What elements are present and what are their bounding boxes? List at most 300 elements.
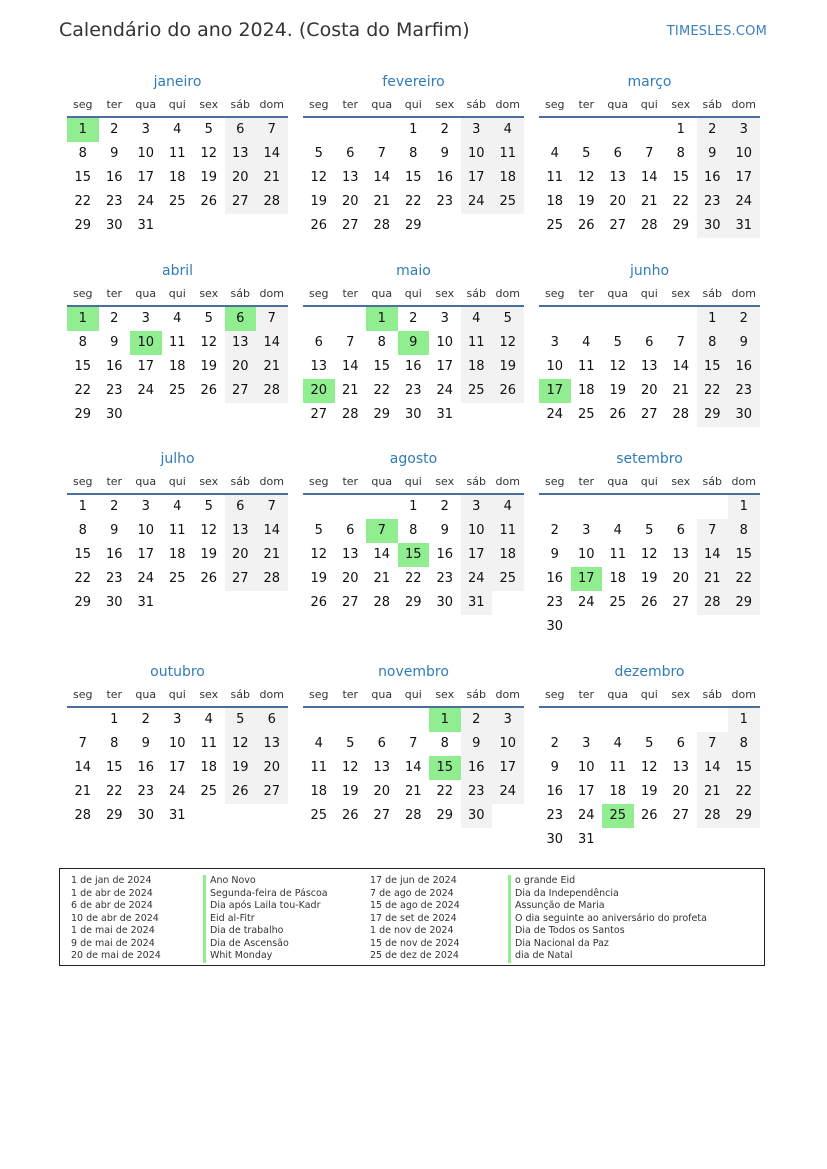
day-cell: 25 (168, 571, 186, 586)
holiday-day-cell: 25 (602, 804, 634, 828)
day-cell: 7 (676, 335, 685, 350)
weekday-header (303, 283, 524, 307)
day-cell: 14 (640, 170, 658, 185)
day-cell: 4 (582, 335, 591, 350)
holiday-day-cell: 7 (366, 519, 398, 543)
empty-day-cell (634, 615, 666, 639)
day-cell: 30 (436, 595, 454, 610)
empty-day-cell (492, 591, 524, 615)
empty-day-cell (193, 403, 225, 427)
day-cell: 27 (225, 379, 257, 403)
weekday-label: dom (495, 98, 520, 111)
day-cell: 2 (141, 712, 150, 727)
empty-day-cell (335, 118, 367, 142)
week-row (539, 756, 760, 780)
month-maio (303, 259, 524, 427)
day-cell: 29 (672, 218, 690, 233)
weekday-label: sex (199, 287, 219, 300)
empty-day-cell (303, 708, 335, 732)
day-cell: 6 (377, 736, 386, 751)
day-cell: 28 (373, 218, 391, 233)
legend-date: 25 de dez de 2024 (370, 950, 459, 961)
day-cell: 23 (404, 383, 422, 398)
weekday-label: qua (371, 287, 393, 300)
day-cell: 17 (137, 547, 155, 562)
day-cell: 9 (110, 146, 119, 161)
day-cell: 12 (200, 146, 218, 161)
day-cell: 3 (141, 311, 150, 326)
month-dezembro (539, 660, 760, 852)
day-cell: 13 (225, 142, 257, 166)
day-cell: 9 (461, 732, 493, 756)
legend-holiday-name: Ano Novo (203, 875, 328, 888)
legend-holiday-name: Dia após Laila tou-Kadr (203, 900, 328, 913)
day-cell: 25 (461, 379, 493, 403)
day-cell: 8 (377, 335, 386, 350)
day-cell: 4 (314, 736, 323, 751)
week-row (303, 307, 524, 331)
day-cell: 18 (168, 170, 186, 185)
day-cell: 29 (105, 808, 123, 823)
day-cell: 8 (440, 736, 449, 751)
week-row (539, 615, 760, 639)
day-cell: 3 (582, 523, 591, 538)
holiday-day-cell: 15 (398, 543, 430, 567)
holiday-day-cell: 1 (67, 307, 99, 331)
empty-day-cell (728, 828, 760, 852)
week-row (67, 780, 288, 804)
weekday-label: qua (607, 688, 629, 701)
day-cell: 2 (409, 311, 418, 326)
empty-day-cell (193, 591, 225, 615)
day-cell: 25 (200, 784, 218, 799)
week-row (67, 567, 288, 591)
day-cell: 2 (550, 523, 559, 538)
week-row (539, 379, 760, 403)
day-cell: 6 (256, 708, 288, 732)
weekday-header (539, 283, 760, 307)
empty-day-cell (571, 307, 603, 331)
day-cell: 26 (640, 808, 658, 823)
week-row (539, 543, 760, 567)
day-cell: 5 (645, 736, 654, 751)
day-cell: 20 (672, 784, 690, 799)
day-cell: 23 (436, 571, 454, 586)
week-row (303, 118, 524, 142)
empty-day-cell (697, 495, 729, 519)
day-cell: 18 (492, 166, 524, 190)
month-name: novembro (378, 664, 449, 680)
legend-date: 17 de set de 2024 (370, 912, 457, 924)
empty-day-cell (461, 214, 493, 238)
day-cell: 10 (436, 335, 454, 350)
page-title: Calendário do ano 2024. (Costa do Marfim) (59, 19, 470, 41)
day-cell: 7 (346, 335, 355, 350)
empty-day-cell (303, 495, 335, 519)
day-cell: 31 (577, 832, 595, 847)
day-cell: 24 (137, 383, 155, 398)
day-cell: 16 (137, 760, 155, 775)
weekday-header (303, 471, 524, 495)
month-name: fevereiro (382, 74, 445, 90)
day-cell: 14 (373, 547, 391, 562)
day-cell: 31 (168, 808, 186, 823)
week-row (67, 214, 288, 238)
day-cell: 5 (613, 335, 622, 350)
day-cell: 21 (341, 383, 359, 398)
day-cell: 5 (314, 146, 323, 161)
weekday-label: sáb (466, 475, 486, 488)
day-cell: 24 (461, 190, 493, 214)
empty-day-cell (225, 804, 257, 828)
day-cell: 11 (461, 331, 493, 355)
day-cell: 7 (697, 519, 729, 543)
weekday-label: qua (135, 287, 157, 300)
week-row (303, 331, 524, 355)
day-cell: 9 (110, 335, 119, 350)
weekday-label: dom (495, 475, 520, 488)
day-cell: 5 (645, 523, 654, 538)
day-cell: 4 (492, 495, 524, 519)
day-cell: 26 (609, 407, 627, 422)
week-row (303, 780, 524, 804)
day-cell: 7 (409, 736, 418, 751)
empty-day-cell (162, 591, 194, 615)
day-cell: 25 (310, 808, 328, 823)
day-cell: 29 (74, 595, 92, 610)
legend-holiday-name: Dia de Todos os Santos (508, 925, 707, 938)
month-name: dezembro (614, 664, 685, 680)
day-cell: 10 (137, 523, 155, 538)
weekday-label: sex (671, 287, 691, 300)
day-cell: 8 (728, 732, 760, 756)
day-cell: 3 (173, 712, 182, 727)
day-cell: 13 (341, 547, 359, 562)
empty-day-cell (193, 804, 225, 828)
weekday-label: sáb (466, 287, 486, 300)
weekday-label: seg (309, 688, 329, 701)
day-cell: 7 (645, 146, 654, 161)
weekday-label: sáb (702, 287, 722, 300)
weekday-label: ter (342, 475, 359, 488)
day-cell: 3 (550, 335, 559, 350)
empty-day-cell (303, 307, 335, 331)
day-cell: 23 (105, 571, 123, 586)
week-row (67, 190, 288, 214)
empty-day-cell (130, 403, 162, 427)
day-cell: 30 (137, 808, 155, 823)
month-outubro (67, 660, 288, 828)
day-cell: 30 (697, 214, 729, 238)
day-cell: 1 (728, 708, 760, 732)
week-row (539, 118, 760, 142)
weekday-label: sex (671, 688, 691, 701)
empty-day-cell (366, 708, 398, 732)
day-cell: 30 (404, 407, 422, 422)
day-cell: 19 (200, 359, 218, 374)
day-cell: 29 (74, 218, 92, 233)
day-cell: 19 (225, 756, 257, 780)
week-row (539, 591, 760, 615)
empty-day-cell (539, 307, 571, 331)
week-row (539, 142, 760, 166)
day-cell: 27 (672, 595, 690, 610)
day-cell: 1 (409, 122, 418, 137)
day-cell: 19 (577, 194, 595, 209)
day-cell: 13 (373, 760, 391, 775)
day-cell: 4 (550, 146, 559, 161)
weekday-label: dom (259, 688, 284, 701)
day-cell: 8 (676, 146, 685, 161)
weekday-label: sex (199, 688, 219, 701)
weekday-label: seg (73, 98, 93, 111)
holiday-day-cell: 10 (130, 331, 162, 355)
site-link[interactable]: TIMESLES.COM (666, 24, 767, 39)
day-cell: 31 (728, 214, 760, 238)
empty-day-cell (697, 708, 729, 732)
day-cell: 17 (168, 760, 186, 775)
weekday-label: dom (495, 688, 520, 701)
weekday-label: seg (545, 98, 565, 111)
day-cell: 31 (436, 407, 454, 422)
week-row (67, 379, 288, 403)
legend-date: 9 de mai de 2024 (71, 937, 155, 949)
weekday-label: dom (731, 688, 756, 701)
legend-names-left (203, 875, 328, 963)
day-cell: 13 (609, 170, 627, 185)
legend-holiday-name: Dia de trabalho (203, 925, 328, 938)
weekday-label: sáb (466, 98, 486, 111)
legend-holiday-name: dia de Natal (508, 950, 707, 963)
day-cell: 14 (404, 760, 422, 775)
day-cell: 12 (492, 331, 524, 355)
week-row (67, 331, 288, 355)
week-row (67, 756, 288, 780)
empty-day-cell (225, 403, 257, 427)
day-cell: 21 (74, 784, 92, 799)
day-cell: 11 (492, 519, 524, 543)
legend-holiday-name: Whit Monday (203, 950, 328, 963)
day-cell: 10 (577, 547, 595, 562)
day-cell: 4 (173, 311, 182, 326)
week-row (539, 331, 760, 355)
empty-day-cell (366, 118, 398, 142)
empty-day-cell (571, 615, 603, 639)
holiday-day-cell: 17 (571, 567, 603, 591)
day-cell: 3 (141, 122, 150, 137)
day-cell: 3 (461, 118, 493, 142)
day-cell: 24 (168, 784, 186, 799)
day-cell: 29 (728, 591, 760, 615)
week-row (303, 190, 524, 214)
day-cell: 30 (461, 804, 493, 828)
day-cell: 16 (461, 756, 493, 780)
week-row (67, 307, 288, 331)
weekday-label: ter (106, 688, 123, 701)
holiday-day-cell: 20 (303, 379, 335, 403)
day-cell: 15 (74, 170, 92, 185)
empty-day-cell (665, 828, 697, 852)
legend-holiday-name: Dia de Ascensão (203, 938, 328, 951)
day-cell: 18 (461, 355, 493, 379)
day-cell: 18 (609, 571, 627, 586)
day-cell: 30 (546, 832, 564, 847)
empty-day-cell (225, 591, 257, 615)
day-cell: 10 (137, 146, 155, 161)
day-cell: 11 (609, 547, 627, 562)
empty-day-cell (492, 403, 524, 427)
day-cell: 12 (640, 547, 658, 562)
legend-holiday-name: O dia seguinte ao aniversário do profeta (508, 913, 707, 926)
day-cell: 4 (492, 118, 524, 142)
month-name: abril (161, 263, 193, 279)
day-cell: 14 (697, 543, 729, 567)
day-cell: 24 (137, 571, 155, 586)
day-cell: 22 (404, 571, 422, 586)
day-cell: 16 (436, 170, 454, 185)
day-cell: 4 (204, 712, 213, 727)
day-cell: 16 (546, 571, 564, 586)
week-row (67, 732, 288, 756)
day-cell: 15 (728, 756, 760, 780)
day-cell: 29 (74, 407, 92, 422)
month-fevereiro (303, 70, 524, 238)
day-cell: 18 (200, 760, 218, 775)
day-cell: 31 (137, 595, 155, 610)
day-cell: 12 (225, 732, 257, 756)
month-name: julho (160, 451, 195, 467)
day-cell: 28 (697, 591, 729, 615)
legend-date: 7 de ago de 2024 (370, 887, 454, 899)
day-cell: 15 (728, 543, 760, 567)
day-cell: 27 (341, 595, 359, 610)
day-cell: 7 (256, 307, 288, 331)
legend-date: 1 de jan de 2024 (71, 875, 152, 886)
day-cell: 18 (168, 547, 186, 562)
week-row (303, 142, 524, 166)
legend-date: 15 de nov de 2024 (370, 937, 460, 949)
empty-day-cell (256, 591, 288, 615)
day-cell: 22 (672, 194, 690, 209)
day-cell: 7 (697, 732, 729, 756)
day-cell: 30 (728, 403, 760, 427)
weekday-label: sex (435, 287, 455, 300)
weekday-label: sex (435, 688, 455, 701)
day-cell: 4 (613, 523, 622, 538)
legend-date: 10 de abr de 2024 (71, 912, 159, 924)
weekday-label: qua (371, 98, 393, 111)
weekday-header (303, 94, 524, 118)
weekday-label: sex (435, 475, 455, 488)
month-name: março (627, 74, 672, 90)
legend-holiday-name: Dia da Independência (508, 888, 707, 901)
day-cell: 25 (168, 194, 186, 209)
day-cell: 27 (310, 407, 328, 422)
legend-holiday-name: Assunção de Maria (508, 900, 707, 913)
week-row (67, 708, 288, 732)
day-cell: 7 (256, 495, 288, 519)
day-cell: 22 (373, 383, 391, 398)
weekday-label: qui (404, 475, 422, 488)
empty-day-cell (193, 214, 225, 238)
day-cell: 24 (436, 383, 454, 398)
weekday-label: sáb (230, 475, 250, 488)
empty-day-cell (602, 118, 634, 142)
day-cell: 5 (346, 736, 355, 751)
day-cell: 23 (697, 190, 729, 214)
month-name: janeiro (153, 74, 202, 90)
day-cell: 8 (697, 331, 729, 355)
day-cell: 24 (577, 595, 595, 610)
weekday-label: qua (135, 688, 157, 701)
day-cell: 21 (256, 543, 288, 567)
day-cell: 9 (141, 736, 150, 751)
day-cell: 17 (137, 359, 155, 374)
day-cell: 28 (256, 567, 288, 591)
day-cell: 24 (546, 407, 564, 422)
weekday-label: sex (671, 98, 691, 111)
day-cell: 29 (404, 595, 422, 610)
day-cell: 31 (461, 591, 493, 615)
holiday-day-cell: 1 (67, 118, 99, 142)
day-cell: 5 (492, 307, 524, 331)
day-cell: 13 (310, 359, 328, 374)
day-cell: 18 (492, 543, 524, 567)
week-row (67, 591, 288, 615)
empty-day-cell (665, 615, 697, 639)
week-row (539, 732, 760, 756)
day-cell: 12 (609, 359, 627, 374)
day-cell: 24 (492, 780, 524, 804)
day-cell: 19 (640, 784, 658, 799)
day-cell: 21 (404, 784, 422, 799)
day-cell: 27 (256, 780, 288, 804)
day-cell: 2 (440, 122, 449, 137)
day-cell: 12 (200, 523, 218, 538)
day-cell: 9 (728, 331, 760, 355)
empty-day-cell (256, 214, 288, 238)
day-cell: 12 (577, 170, 595, 185)
empty-day-cell (335, 495, 367, 519)
month-novembro (303, 660, 524, 828)
day-cell: 28 (256, 190, 288, 214)
day-cell: 6 (676, 523, 685, 538)
day-cell: 20 (640, 383, 658, 398)
day-cell: 25 (492, 190, 524, 214)
week-row (539, 403, 760, 427)
day-cell: 11 (609, 760, 627, 775)
day-cell: 29 (404, 218, 422, 233)
weekday-label: qui (168, 287, 186, 300)
day-cell: 6 (645, 335, 654, 350)
weekday-label: qui (640, 287, 658, 300)
day-cell: 4 (461, 307, 493, 331)
day-cell: 28 (341, 407, 359, 422)
day-cell: 14 (697, 756, 729, 780)
day-cell: 28 (697, 804, 729, 828)
day-cell: 24 (461, 567, 493, 591)
day-cell: 26 (200, 194, 218, 209)
weekday-label: qui (640, 688, 658, 701)
empty-day-cell (398, 708, 430, 732)
day-cell: 6 (346, 146, 355, 161)
day-cell: 23 (105, 194, 123, 209)
weekday-label: sáb (702, 688, 722, 701)
day-cell: 15 (672, 170, 690, 185)
week-row (67, 355, 288, 379)
day-cell: 28 (672, 407, 690, 422)
week-row (539, 307, 760, 331)
